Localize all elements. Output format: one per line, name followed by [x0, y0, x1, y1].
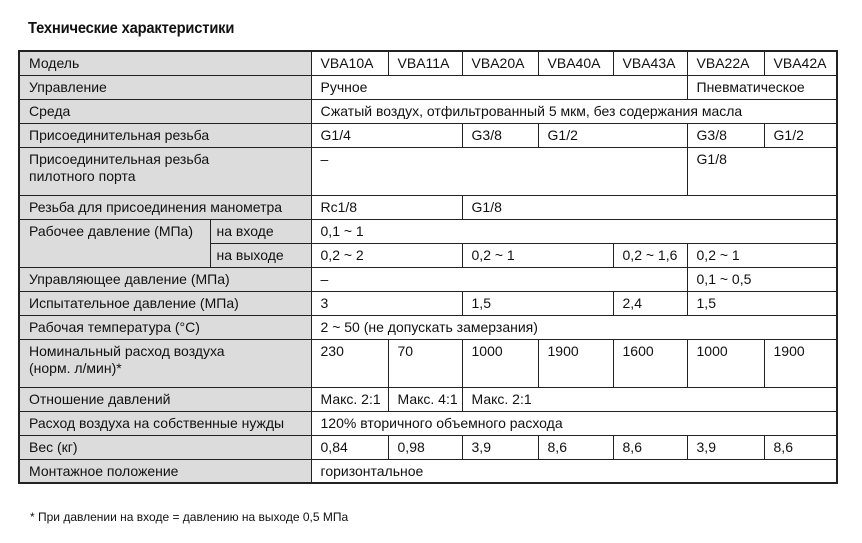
value-cell: 0,2 ~ 2: [311, 243, 462, 267]
value-cell: 0,98: [388, 435, 462, 459]
value-cell: 0,2 ~ 1: [687, 243, 837, 267]
specifications-table: [18, 50, 838, 484]
table-row: [19, 435, 837, 459]
value-cell: –: [311, 147, 687, 195]
value-cell: 2 ~ 50 (не допускать замерзания): [311, 315, 837, 339]
value-cell: 0,84: [311, 435, 388, 459]
value-cell: 0,2 ~ 1: [462, 243, 613, 267]
row-label: Присоединительная резьба: [19, 123, 311, 147]
value-cell: 1000: [687, 339, 764, 387]
value-cell: 70: [388, 339, 462, 387]
value-cell: G3/8: [462, 123, 538, 147]
model-header-cell: VBA42A: [764, 51, 837, 75]
table-row: [19, 339, 837, 387]
row-label: Среда: [19, 99, 311, 123]
table-row: [19, 411, 837, 435]
row-label: Испытательное давление (МПа): [19, 291, 311, 315]
value-cell: 8,6: [613, 435, 687, 459]
value-cell: 1900: [764, 339, 837, 387]
value-cell: Сжатый воздух, отфильтрованный 5 мкм, без содержания масла: [311, 99, 837, 123]
table-row: [19, 219, 837, 243]
value-cell: 1000: [462, 339, 538, 387]
value-cell: 0,2 ~ 1,6: [613, 243, 687, 267]
row-label: Присоединительная резьба пилотного порта: [19, 147, 311, 195]
row-sublabel: на входе: [210, 219, 311, 243]
table-row: [19, 147, 837, 195]
value-cell: 3,9: [687, 435, 764, 459]
value-cell: 3: [311, 291, 462, 315]
table-row: [19, 267, 837, 291]
table-row: [19, 195, 837, 219]
value-cell: Макс. 2:1: [462, 387, 837, 411]
value-cell: G1/2: [764, 123, 837, 147]
value-cell: –: [311, 267, 687, 291]
value-cell: Пневматическое: [687, 75, 837, 99]
value-cell: 1,5: [462, 291, 613, 315]
value-cell: Rc1/8: [311, 195, 462, 219]
footnote: * При давлении на входе = давлению на выходе 0,5 МПа: [30, 510, 349, 524]
value-cell: горизонтальное: [311, 459, 837, 483]
model-header-cell: VBA43A: [613, 51, 687, 75]
value-cell: G1/8: [687, 147, 837, 195]
row-label: Монтажное положение: [19, 459, 311, 483]
row-label: Управляющее давление (МПа): [19, 267, 311, 291]
value-cell: G3/8: [687, 123, 764, 147]
value-cell: G1/8: [462, 195, 837, 219]
section-title: Технические характеристики: [28, 20, 235, 37]
table-row: [19, 291, 837, 315]
value-cell: 120% вторичного объемного расхода: [311, 411, 837, 435]
model-header-cell: VBA22A: [687, 51, 764, 75]
value-cell: Макс. 2:1: [311, 387, 388, 411]
row-label: Рабочее давление (МПа): [19, 219, 210, 267]
row-label: Вес (кг): [19, 435, 311, 459]
table-row: [19, 123, 837, 147]
model-header-cell: VBA40A: [538, 51, 613, 75]
row-label: Номинальный расход воздуха (норм. л/мин)*: [19, 339, 311, 387]
model-header-cell: VBA10A: [311, 51, 388, 75]
value-cell: 8,6: [764, 435, 837, 459]
value-cell: 1600: [613, 339, 687, 387]
value-cell: 0,1 ~ 1: [311, 219, 837, 243]
table-row: [19, 75, 837, 99]
value-cell: 1900: [538, 339, 613, 387]
table-row: [19, 51, 837, 75]
value-cell: G1/4: [311, 123, 462, 147]
row-label: Рабочая температура (°С): [19, 315, 311, 339]
row-label: Управление: [19, 75, 311, 99]
row-label: Модель: [19, 51, 311, 75]
row-label: Резьба для присоединения манометра: [19, 195, 311, 219]
value-cell: Ручное: [311, 75, 687, 99]
row-label: Отношение давлений: [19, 387, 311, 411]
value-cell: Макс. 4:1: [388, 387, 462, 411]
table-row: [19, 315, 837, 339]
row-sublabel: на выходе: [210, 243, 311, 267]
value-cell: 3,9: [462, 435, 538, 459]
value-cell: 1,5: [687, 291, 837, 315]
row-label: Расход воздуха на собственные нужды: [19, 411, 311, 435]
model-header-cell: VBA20A: [462, 51, 538, 75]
value-cell: 8,6: [538, 435, 613, 459]
value-cell: 0,1 ~ 0,5: [687, 267, 837, 291]
table-row: [19, 99, 837, 123]
value-cell: 2,4: [613, 291, 687, 315]
model-header-cell: VBA11A: [388, 51, 462, 75]
value-cell: G1/2: [538, 123, 687, 147]
value-cell: 230: [311, 339, 388, 387]
table-row: [19, 459, 837, 483]
table-row: [19, 387, 837, 411]
